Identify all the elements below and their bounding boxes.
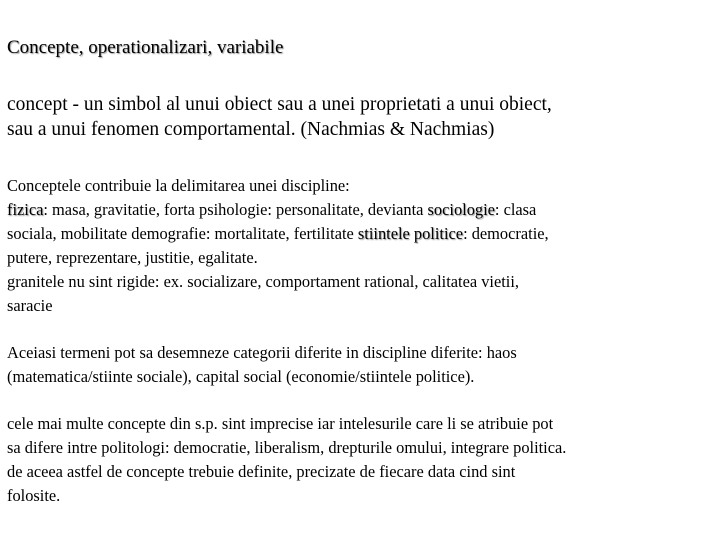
slide-title: Concepte, operationalizari, variabile [7, 37, 284, 58]
stiinte-examples: : democratie, [463, 224, 549, 243]
imprecision-line: sa difere intre politologi: democratie, liberalism, drepturile omului, integrare politica. [7, 438, 567, 457]
fizica-examples: : masa, gravitatie, forta psihologie: personalitate, devianta [43, 200, 428, 219]
demografie-examples: sociala, mobilitate demografie: mortalitate, fertilitate [7, 224, 358, 243]
imprecision-line: cele mai multe concepte din s.p. sint imprecise iar intelesurile care li se atribuie pot [7, 414, 554, 433]
sociologie-examples: : clasa [494, 200, 537, 219]
disciplines-line: saracie [7, 296, 53, 315]
disciplines-line: granitele nu sint rigide: ex. socializare, comportament rational, calitatea vietii, [7, 272, 520, 291]
term-sociologie: sociologie [427, 200, 495, 219]
imprecision-line: folosite. [7, 486, 61, 505]
terms-line: (matematica/stiinte sociale), capital social (economie/stiintele politice). [7, 367, 475, 386]
disciplines-paragraph [7, 174, 715, 318]
term-fizica: fizica [7, 200, 44, 219]
term-stiinte-politice: stiintele politice [357, 224, 464, 243]
disciplines-line [7, 222, 715, 246]
terms-line: Aceiasi termeni pot sa desemneze categorii diferite in discipline diferite: haos [7, 343, 517, 362]
disciplines-intro: Conceptele contribuie la delimitarea unei discipline: [7, 176, 350, 195]
disciplines-line: putere, reprezentare, justitie, egalitate. [7, 248, 258, 267]
definition-line: concept - un simbol al unui obiect sau a unei proprietati a unui obiect, [7, 94, 552, 115]
terms-paragraph [7, 341, 715, 389]
imprecision-line: de aceea astfel de concepte trebuie definite, precizate de fiecare data cind sint [7, 462, 516, 481]
disciplines-line [7, 198, 715, 222]
imprecision-paragraph [7, 412, 715, 508]
concept-definition [7, 92, 713, 142]
definition-line: sau a unui fenomen comportamental. (Nachmias & Nachmias) [7, 119, 495, 140]
